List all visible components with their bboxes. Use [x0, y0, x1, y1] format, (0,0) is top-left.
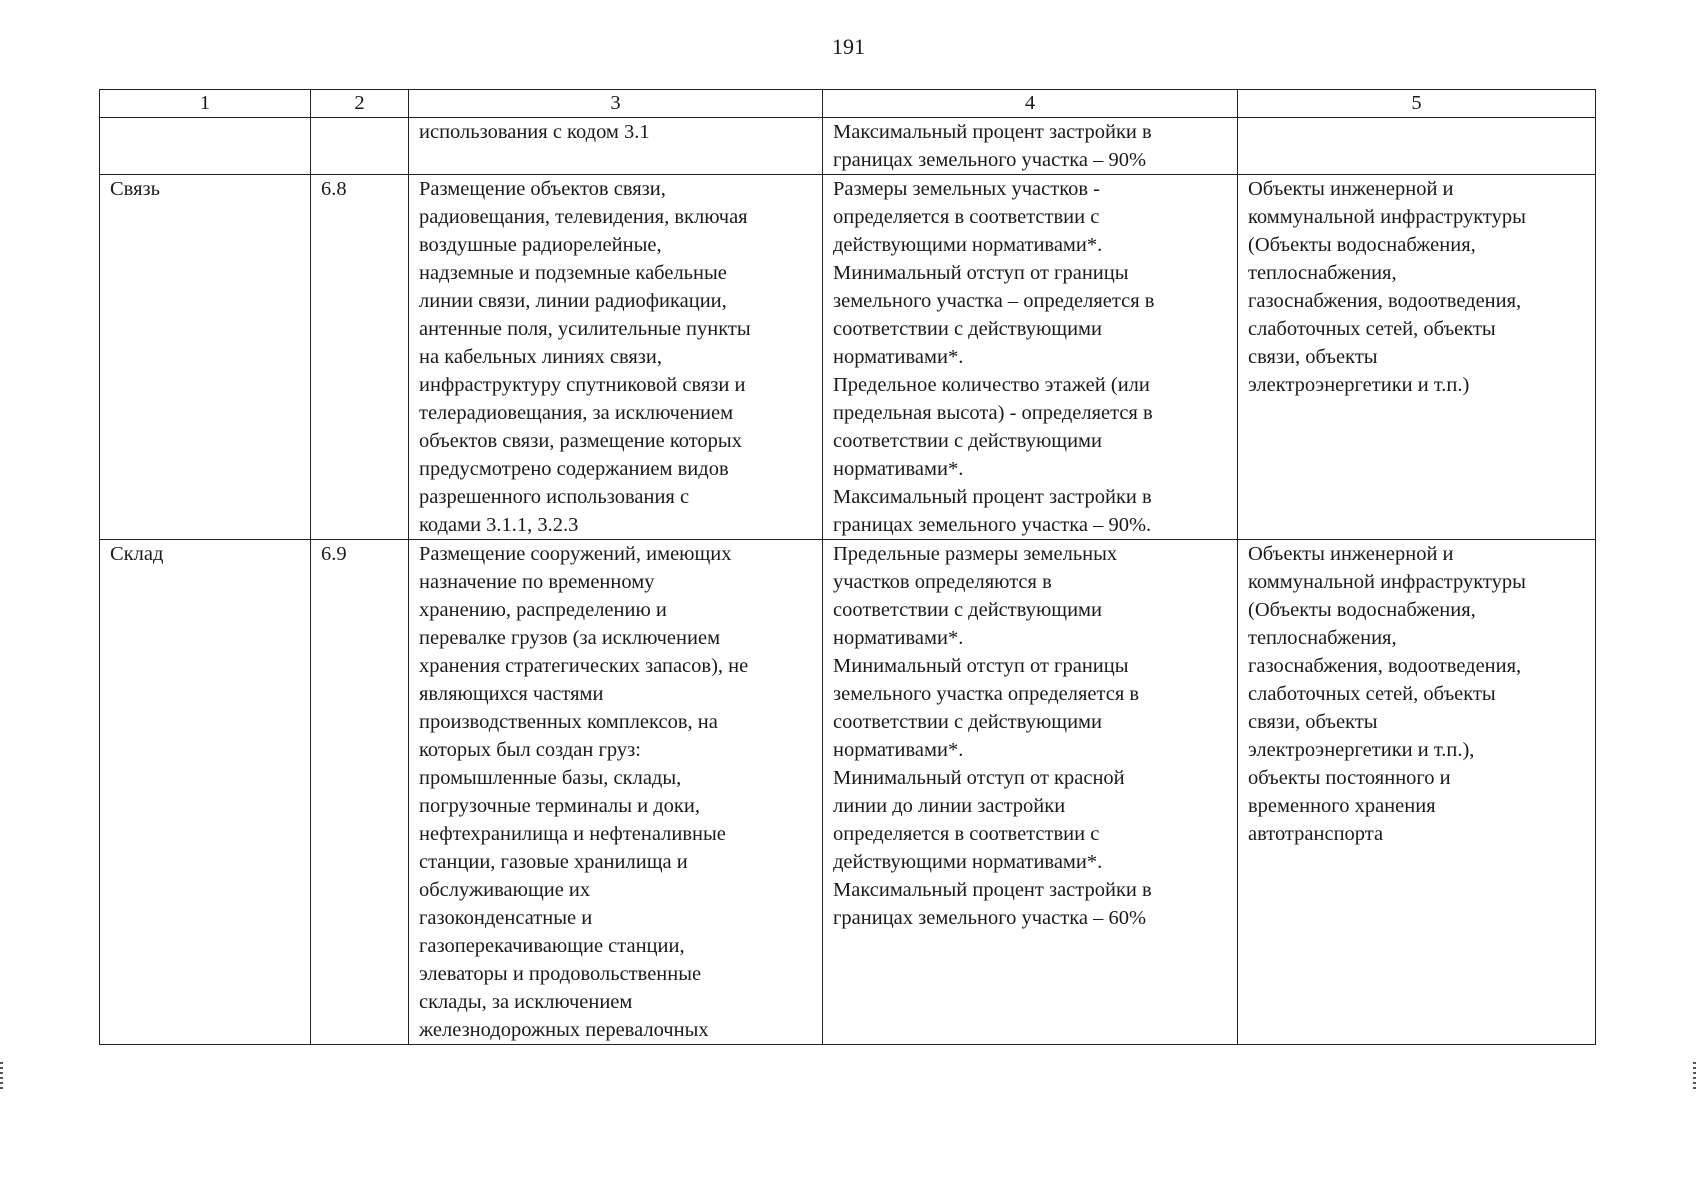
cell-text-line: использования с кодом 3.1 [419, 121, 650, 143]
table-row [100, 540, 1596, 1045]
cell-text-line: промышленные базы, склады, [419, 767, 682, 789]
cell-text-line: Предельные размеры земельных [833, 543, 1118, 565]
use-name-cell [100, 118, 311, 175]
use-description-cell [409, 118, 823, 175]
cell-text-line: кодами 3.1.1, 3.2.3 [419, 514, 579, 536]
cell-text-line: Максимальный процент застройки в [833, 486, 1152, 508]
right-edge-scan-mark [1693, 1062, 1696, 1090]
cell-text-line: соответствии с действующими [833, 711, 1102, 733]
cell-text-line: теплоснабжения, [1248, 262, 1397, 284]
cell-text-line: которых был создан груз: [419, 739, 641, 761]
cell-text-line: нормативами*. [833, 627, 964, 649]
column-header-5: 5 [1238, 90, 1596, 118]
cell-text-line: коммунальной инфраструктуры [1248, 206, 1526, 228]
cell-text-line: границах земельного участка – 90%. [833, 514, 1152, 536]
table-header-row [100, 90, 1596, 118]
cell-text-line: 6.8 [321, 178, 347, 200]
use-code-cell [311, 175, 409, 540]
cell-text-line: Объекты инженерной и [1248, 178, 1454, 200]
cell-text-line: объектов связи, размещение которых [419, 430, 742, 452]
cell-text-line: антенные поля, усилительные пункты [419, 318, 751, 340]
cell-text-line: газоснабжения, водоотведения, [1248, 655, 1522, 677]
cell-text-line: Склад [110, 543, 164, 565]
use-code-cell [311, 118, 409, 175]
use-code-cell [311, 540, 409, 1045]
cell-text-line: определяется в соответствии с [833, 823, 1100, 845]
cell-text-line: слаботочных сетей, объекты [1248, 318, 1496, 340]
use-name-cell [100, 175, 311, 540]
cell-text-line: Связь [110, 178, 160, 200]
column-header-4: 4 [823, 90, 1238, 118]
cell-text-line: теплоснабжения, [1248, 627, 1397, 649]
use-description-cell [409, 540, 823, 1045]
cell-text-line: определяется в соответствии с [833, 206, 1100, 228]
cell-text-line: предусмотрено содержанием видов [419, 458, 729, 480]
cell-text-line: назначение по временному [419, 571, 655, 593]
cell-text-line: газоперекачивающие станции, [419, 935, 685, 957]
cell-text-line: станции, газовые хранилища и [419, 851, 688, 873]
land-use-table [99, 89, 1596, 1045]
cell-text-line: границах земельного участка – 60% [833, 907, 1147, 929]
cell-text-line: склады, за исключением [419, 991, 633, 1013]
cell-text-line: Объекты инженерной и [1248, 543, 1454, 565]
table-row [100, 118, 1596, 175]
cell-text-line: коммунальной инфраструктуры [1248, 571, 1526, 593]
cell-text-line: разрешенного использования с [419, 486, 690, 508]
cell-text-line: на кабельных линиях связи, [419, 346, 662, 368]
parameters-cell [823, 175, 1238, 540]
infrastructure-cell [1238, 175, 1596, 540]
page-number: 191 [832, 34, 865, 59]
cell-text-line: земельного участка определяется в [833, 683, 1140, 705]
column-header-1: 1 [100, 90, 311, 118]
cell-text-line: предельная высота) - определяется в [833, 402, 1153, 424]
cell-text-line: действующими нормативами*. [833, 851, 1103, 873]
cell-text-line: (Объекты водоснабжения, [1248, 234, 1476, 256]
cell-text-line: перевалке грузов (за исключением [419, 627, 721, 649]
cell-text-line: электроэнергетики и т.п.), [1248, 739, 1475, 761]
use-name-cell [100, 540, 311, 1045]
cell-text-line: электроэнергетики и т.п.) [1248, 374, 1470, 396]
cell-text-line: элеваторы и продовольственные [419, 963, 702, 985]
use-description-cell [409, 175, 823, 540]
cell-text-line: действующими нормативами*. [833, 234, 1103, 256]
cell-text-line: нормативами*. [833, 739, 964, 761]
cell-text-line: 6.9 [321, 543, 347, 565]
cell-text-line: линии до линии застройки [833, 795, 1066, 817]
cell-text-line: земельного участка – определяется в [833, 290, 1155, 312]
column-header-2: 2 [311, 90, 409, 118]
cell-text-line: соответствии с действующими [833, 430, 1102, 452]
cell-text-line: соответствии с действующими [833, 599, 1102, 621]
cell-text-line: радиовещания, телевидения, включая [419, 206, 748, 228]
column-header-3: 3 [409, 90, 823, 118]
cell-text-line: газоконденсатные и [419, 907, 593, 929]
infrastructure-cell [1238, 540, 1596, 1045]
cell-text-line: слаботочных сетей, объекты [1248, 683, 1496, 705]
cell-text-line: нормативами*. [833, 458, 964, 480]
cell-text-line: Размещение объектов связи, [419, 178, 666, 200]
cell-text-line: инфраструктуру спутниковой связи и [419, 374, 746, 396]
left-edge-scan-mark [0, 1062, 3, 1090]
cell-text-line: Максимальный процент застройки в [833, 879, 1152, 901]
cell-text-line: соответствии с действующими [833, 318, 1102, 340]
cell-text-line: телерадиовещания, за исключением [419, 402, 734, 424]
cell-text-line: железнодорожных перевалочных [419, 1019, 709, 1041]
table-row [100, 175, 1596, 540]
cell-text-line: Предельное количество этажей (или [833, 374, 1150, 396]
parameters-cell [823, 540, 1238, 1045]
cell-text-line: Размещение сооружений, имеющих [419, 543, 732, 565]
cell-text-line: воздушные радиорелейные, [419, 234, 662, 256]
cell-text-line: Минимальный отступ от границы [833, 262, 1129, 284]
cell-text-line: связи, объекты [1248, 346, 1378, 368]
cell-text-line: объекты постоянного и [1248, 767, 1451, 789]
cell-text-line: нефтехранилища и нефтеналивные [419, 823, 726, 845]
cell-text-line: Минимальный отступ от границы [833, 655, 1129, 677]
cell-text-line: границах земельного участка – 90% [833, 149, 1147, 171]
cell-text-line: хранению, распределению и [419, 599, 667, 621]
cell-text-line: участков определяются в [833, 571, 1052, 593]
cell-text-line: производственных комплексов, на [419, 711, 718, 733]
infrastructure-cell [1238, 118, 1596, 175]
cell-text-line: автотранспорта [1248, 823, 1384, 845]
cell-text-line: являющихся частями [419, 683, 604, 705]
cell-text-line: нормативами*. [833, 346, 964, 368]
cell-text-line: Минимальный отступ от красной [833, 767, 1125, 789]
cell-text-line: (Объекты водоснабжения, [1248, 599, 1476, 621]
cell-text-line: надземные и подземные кабельные [419, 262, 727, 284]
cell-text-line: хранения стратегических запасов), не [419, 655, 749, 677]
cell-text-line: погрузочные терминалы и доки, [419, 795, 700, 817]
cell-text-line: Размеры земельных участков - [833, 178, 1101, 200]
cell-text-line: Максимальный процент застройки в [833, 121, 1152, 143]
cell-text-line: временного хранения [1248, 795, 1436, 817]
cell-text-line: связи, объекты [1248, 711, 1378, 733]
cell-text-line: газоснабжения, водоотведения, [1248, 290, 1522, 312]
parameters-cell [823, 118, 1238, 175]
cell-text-line: обслуживающие их [419, 879, 591, 901]
cell-text-line: линии связи, линии радиофикации, [419, 290, 727, 312]
